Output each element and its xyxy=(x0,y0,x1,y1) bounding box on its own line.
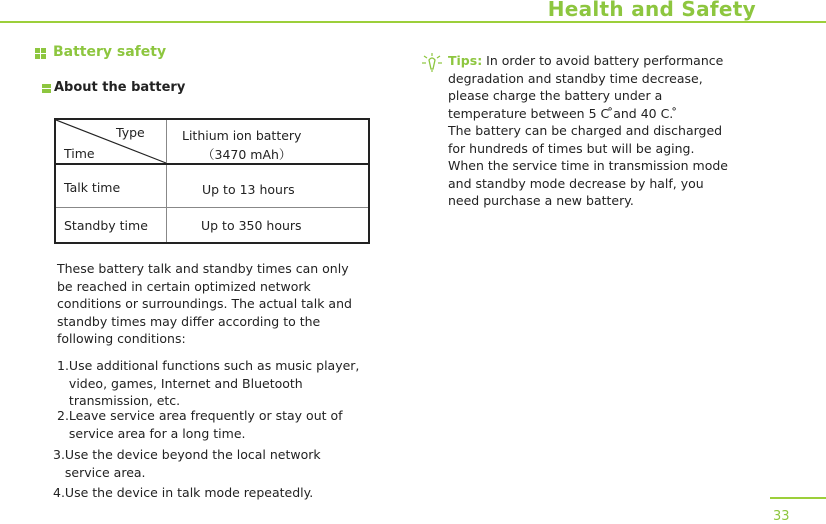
condition-item: 4.Use the device in talk mode repeatedly. xyxy=(53,485,314,500)
table-row-value: Up to 13 hours xyxy=(202,182,295,197)
table-row-value: Up to 350 hours xyxy=(201,218,302,233)
page-title: Health and Safety xyxy=(547,0,756,21)
condition-item: 2.Leave service area frequently or stay out of service area for a long time. xyxy=(57,408,343,441)
section-title: Battery safety xyxy=(53,44,167,60)
table-column-header-capacity: （3470 mAh） xyxy=(202,147,292,162)
subsection-bullet-icon xyxy=(42,84,52,94)
page-number: 33 xyxy=(773,509,790,524)
battery-table xyxy=(54,118,370,244)
tips-note xyxy=(448,52,728,210)
tips-text: degradation and standby time decrease, please charge the battery under a temperature between 5 C ̊and 40 C. ̊ The battery can be charged and discharged for hundreds of times but will be aging. When the service time in transmission mode and standby mode decrease by half, you need purchase a new battery. xyxy=(448,70,728,208)
table-corner-time: Time xyxy=(64,146,95,161)
header-rule xyxy=(0,21,826,23)
section-bullet-icon xyxy=(35,48,47,60)
tips-label: Tips: xyxy=(448,53,483,68)
battery-intro-paragraph: These battery talk and standby times can only be reached in certain optimized network conditions or surroundings. The actual talk and standby times may differ according to the following conditions: xyxy=(57,261,352,346)
tips-first-line: In order to avoid battery performance xyxy=(482,53,724,68)
table-corner-type: Type xyxy=(116,125,145,140)
condition-item: 1.Use additional functions such as music player, video, games, Internet and Bluetooth transmission, etc. xyxy=(57,358,360,408)
condition-item: 3.Use the device beyond the local network service area. xyxy=(53,447,321,480)
lightbulb-icon xyxy=(420,52,444,74)
table-header-divider xyxy=(56,163,368,165)
table-column-divider xyxy=(166,120,167,242)
table-row-divider xyxy=(56,207,368,208)
subsection-title: About the battery xyxy=(54,80,186,95)
table-column-header: Lithium ion battery xyxy=(182,128,302,143)
table-row-label: Talk time xyxy=(64,180,121,195)
footer-rule xyxy=(770,497,826,499)
table-row-label: Standby time xyxy=(64,218,148,233)
